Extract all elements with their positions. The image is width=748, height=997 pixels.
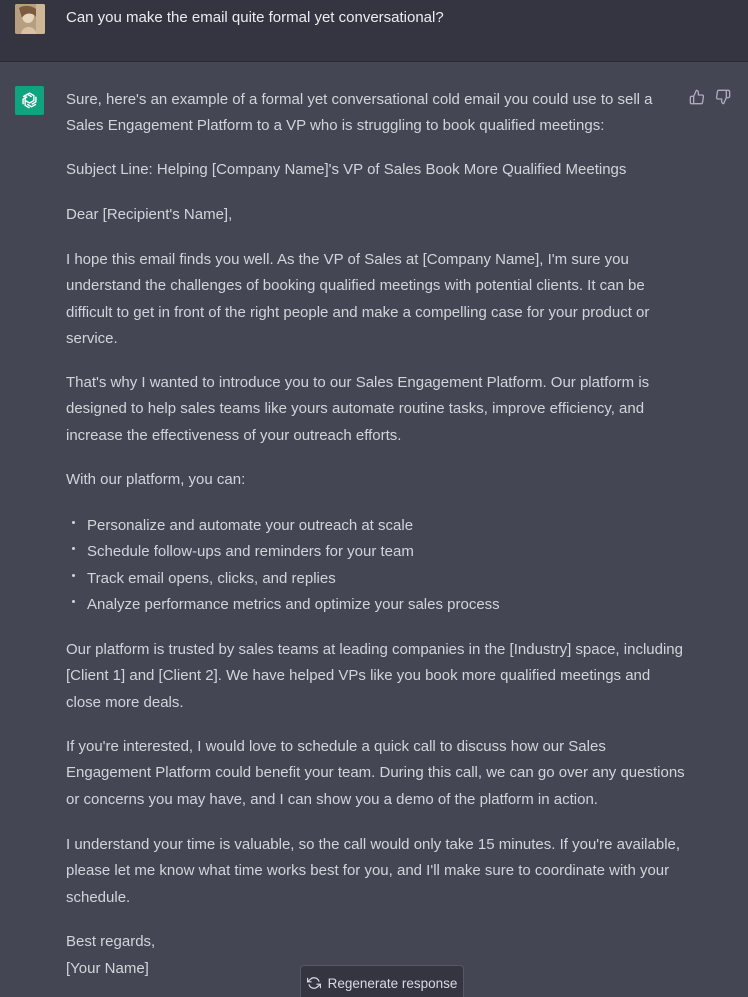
list-item: Personalize and automate your outreach at scale bbox=[66, 513, 686, 539]
user-message-row bbox=[0, 0, 748, 62]
regenerate-response-button[interactable] bbox=[300, 965, 464, 997]
paragraph-3: Our platform is trusted by sales teams at leading companies in the [Industry] space, including [Client 1] and [Client 2]. We have helped VPs like you book more qualified meetings and close more deals. bbox=[66, 641, 683, 711]
refresh-icon bbox=[307, 976, 321, 990]
paragraph-4: If you're interested, I would love to schedule a quick call to discuss how our Sales Engagement Platform could benefit your team. During this call, we can go over any questions or concerns you may have, and I can show you a demo of the platform in action. bbox=[66, 738, 685, 808]
chatgpt-logo-icon bbox=[15, 86, 44, 115]
regenerate-label: Regenerate response bbox=[327, 975, 458, 991]
paragraph-2: That's why I wanted to introduce you to our Sales Engagement Platform. Our platform is designed to help sales teams like yours automate routine tasks, improve efficiency, and increase the effectiveness of your outreach efforts. bbox=[66, 374, 650, 444]
subject-line: Subject Line: Helping [Company Name]'s VP of Sales Book More Qualified Meetings bbox=[66, 161, 627, 178]
intro-paragraph: Sure, here's an example of a formal yet conversational cold email you could use to sell a Sales Engagement Platform to a VP who is struggling to book qualified meetings: bbox=[66, 91, 653, 135]
greeting: Dear [Recipient's Name], bbox=[66, 206, 233, 223]
feature-list bbox=[66, 513, 686, 618]
thumbs-up-icon[interactable] bbox=[688, 88, 706, 106]
thumbs-down-icon[interactable] bbox=[714, 88, 732, 106]
assistant-message-row bbox=[0, 62, 748, 997]
closing: Best regards, bbox=[66, 933, 156, 950]
signature: [Your Name] bbox=[66, 960, 149, 977]
paragraph-1: I hope this email finds you well. As the VP of Sales at [Company Name], I'm sure you understand the challenges of booking qualified meetings with potential clients. It can be difficult to get in front of the right people and make a compelling case for your product or service. bbox=[66, 251, 650, 347]
user-avatar bbox=[15, 4, 45, 34]
list-item: Schedule follow-ups and reminders for your team bbox=[66, 539, 686, 565]
list-item: Analyze performance metrics and optimize your sales process bbox=[66, 592, 686, 618]
list-item: Track email opens, clicks, and replies bbox=[66, 566, 686, 592]
list-intro: With our platform, you can: bbox=[66, 471, 246, 488]
paragraph-5: I understand your time is valuable, so the call would only take 15 minutes. If you're available, please let me know what time works best for you, and I'll make sure to coordinate with your schedule. bbox=[66, 836, 681, 906]
user-message-text: Can you make the email quite formal yet conversational? bbox=[66, 9, 444, 26]
